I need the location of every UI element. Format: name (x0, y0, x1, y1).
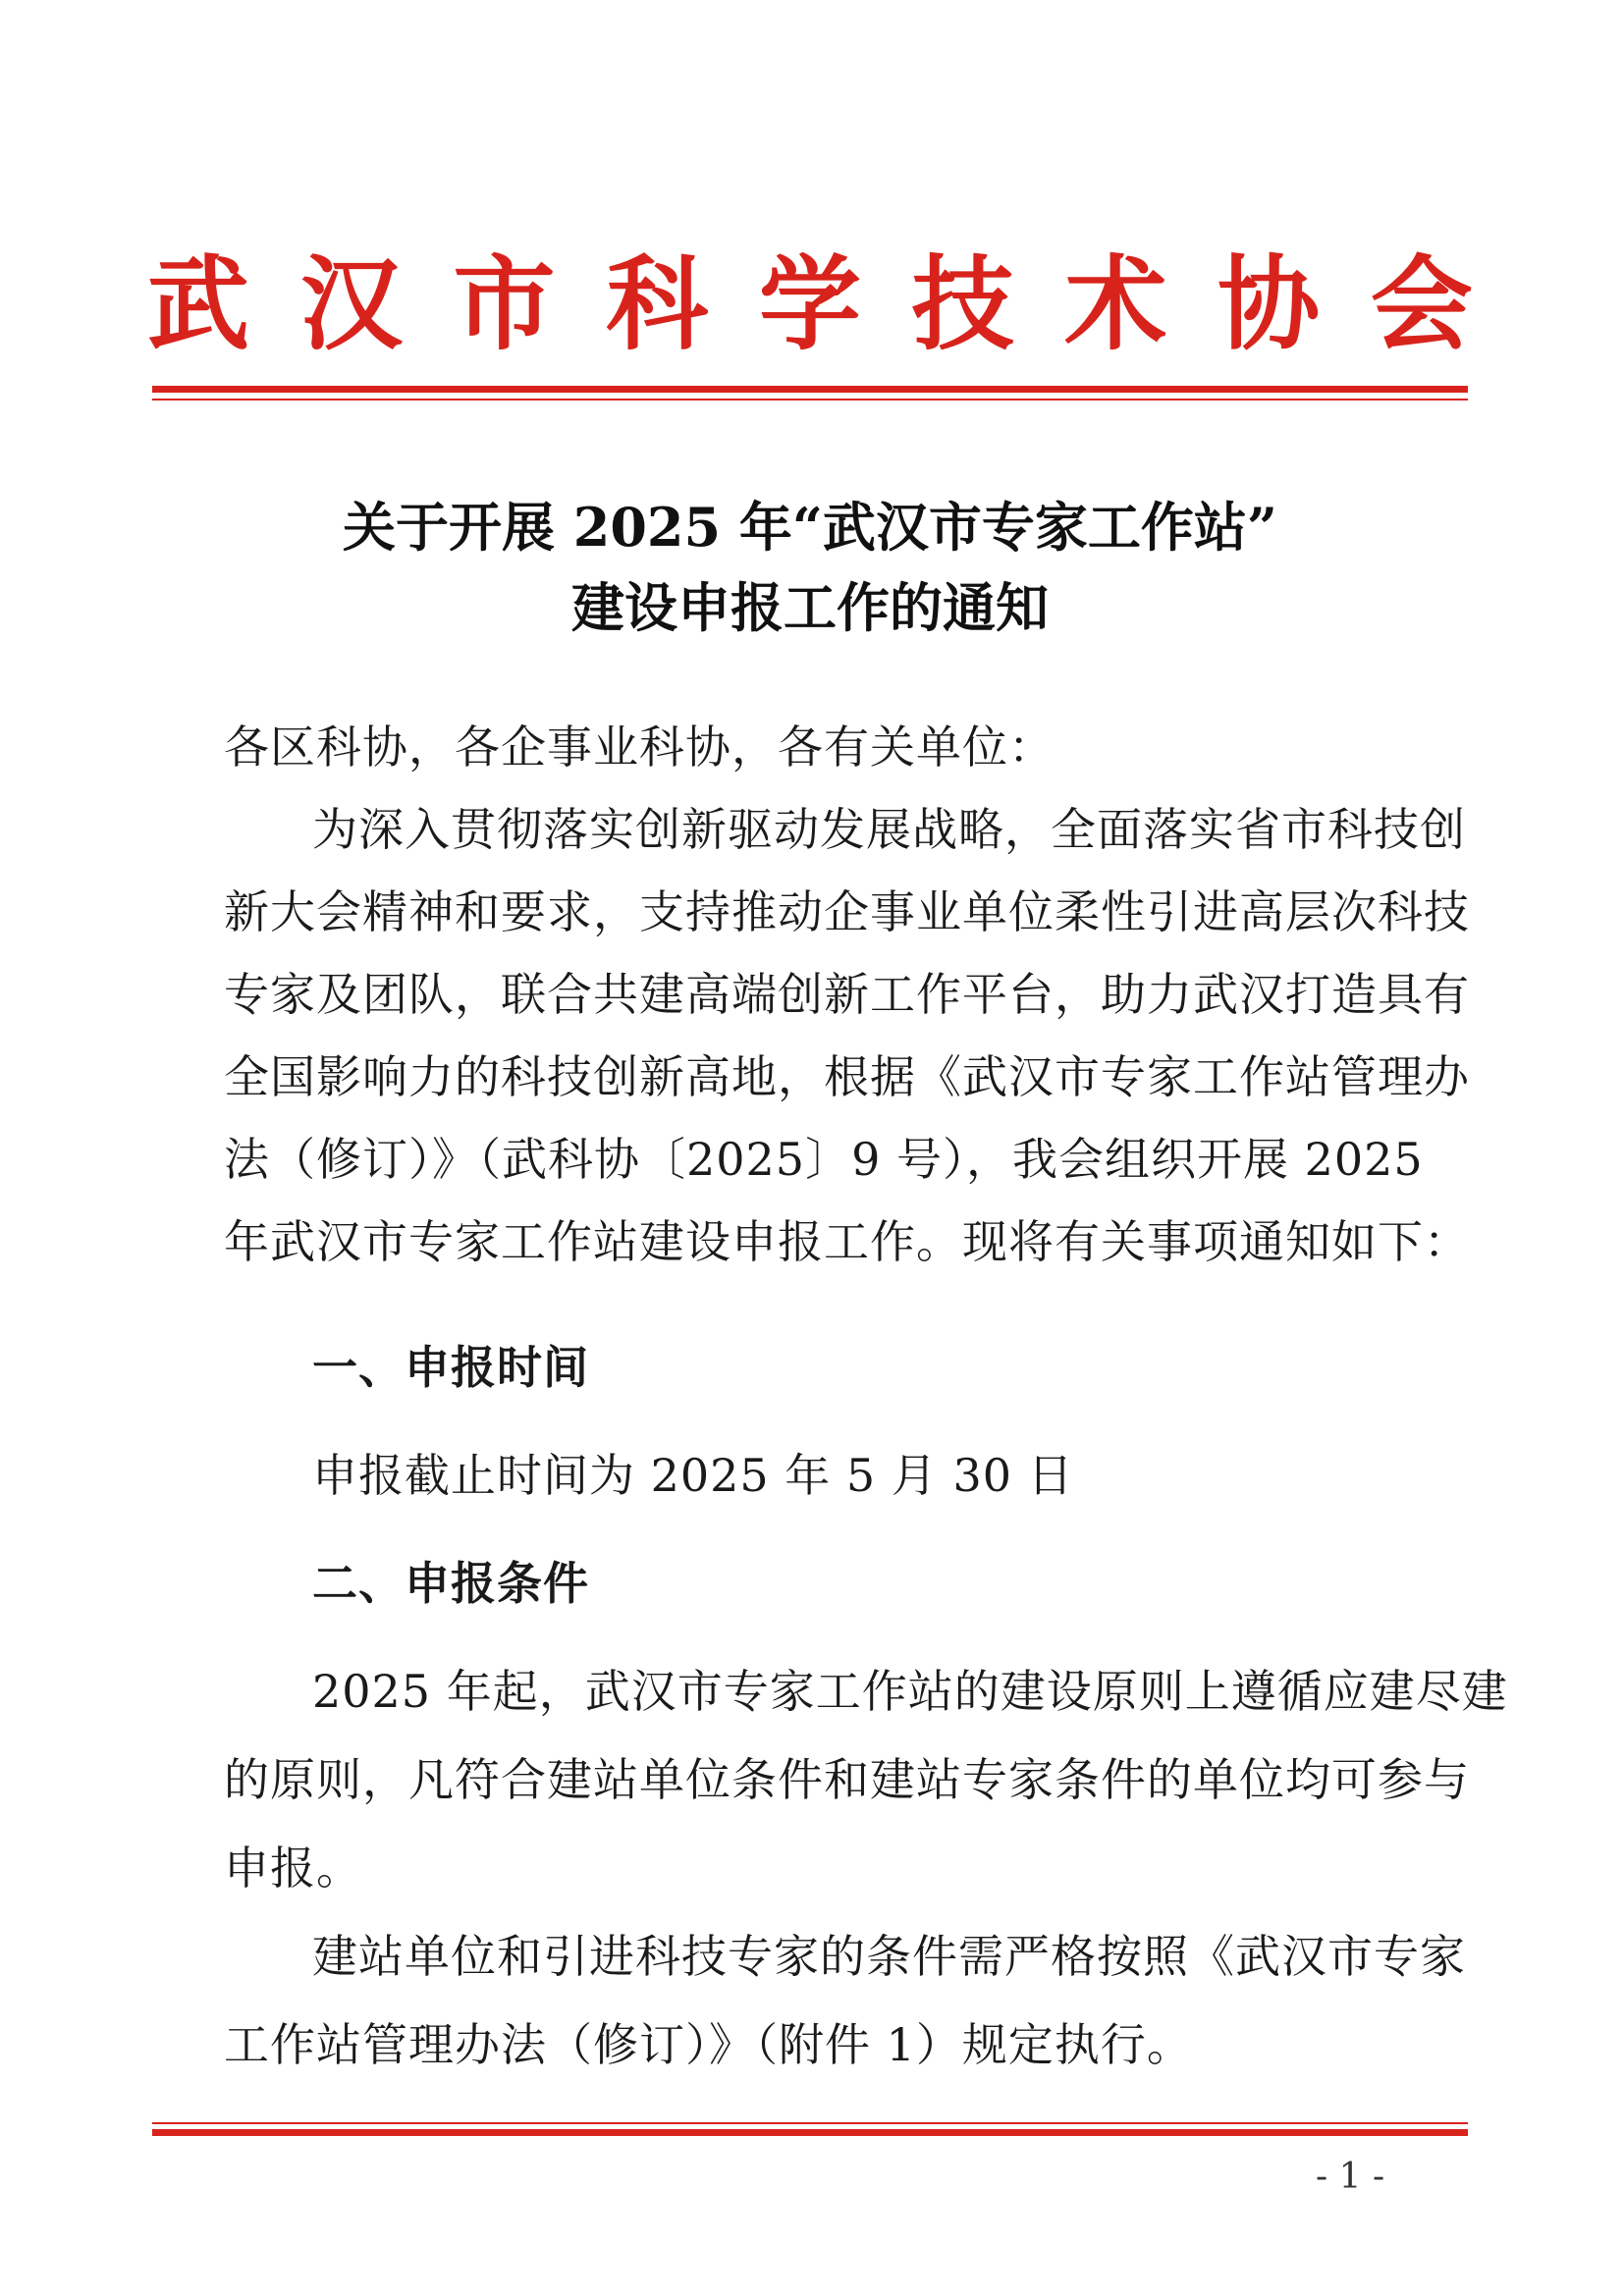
paragraph-line: 为深入贯彻落实创新驱动发展战略，全面落实省市科技创 (312, 803, 1466, 856)
footer-rule-thin (152, 2122, 1468, 2124)
masthead-char: 武 (147, 244, 250, 364)
masthead (147, 240, 1473, 368)
salutation: 各区科协，各企事业科协，各有关单位： (224, 721, 1055, 774)
paragraph-line: 全国影响力的科技创新高地，根据《武汉市专家工作站管理办 (224, 1050, 1470, 1103)
document-title-line-1: 关于开展 2025 年“武汉市专家工作站” (342, 496, 1277, 559)
document-title-line-2: 建设申报工作的通知 (571, 576, 1049, 639)
masthead-char: 协 (1217, 244, 1321, 364)
paragraph-line: 申报。 (224, 1842, 362, 1895)
paragraph-line: 法（修订）》（武科协〔2025〕9 号），我会组织开展 2025 (224, 1133, 1424, 1186)
masthead-char: 科 (606, 244, 709, 364)
paragraph-line: 2025 年起，武汉市专家工作站的建设原则上遵循应建尽建 (312, 1665, 1508, 1718)
paragraph-line: 的原则，凡符合建站单位条件和建站专家条件的单位均可参与 (224, 1753, 1470, 1806)
masthead-rule-thin (152, 399, 1468, 400)
section-text: 申报截止时间为 2025 年 5 月 30 日 (312, 1449, 1074, 1502)
page-number: - 1 - (1316, 2157, 1385, 2197)
paragraph-line: 年武汉市专家工作站建设申报工作。现将有关事项通知如下： (224, 1215, 1470, 1268)
section-heading-1: 一、申报时间 (312, 1341, 589, 1394)
paragraph-line: 建站单位和引进科技专家的条件需严格按照《武汉市专家 (312, 1930, 1466, 1983)
section-heading-2: 二、申报条件 (312, 1557, 589, 1610)
paragraph-line: 新大会精神和要求，支持推动企事业单位柔性引进高层次科技 (224, 885, 1470, 938)
masthead-rule-thick (152, 386, 1468, 393)
masthead-char: 汉 (299, 244, 403, 364)
footer-rule-thick (152, 2129, 1468, 2136)
paragraph-line: 工作站管理办法（修订）》（附件 1）规定执行。 (224, 2018, 1193, 2071)
masthead-char: 技 (911, 244, 1014, 364)
masthead-char: 会 (1370, 244, 1473, 364)
masthead-char: 学 (758, 244, 861, 364)
masthead-char: 市 (453, 244, 556, 364)
paragraph-line: 专家及团队，联合共建高端创新工作平台，助力武汉打造具有 (224, 968, 1470, 1021)
masthead-char: 术 (1064, 244, 1167, 364)
